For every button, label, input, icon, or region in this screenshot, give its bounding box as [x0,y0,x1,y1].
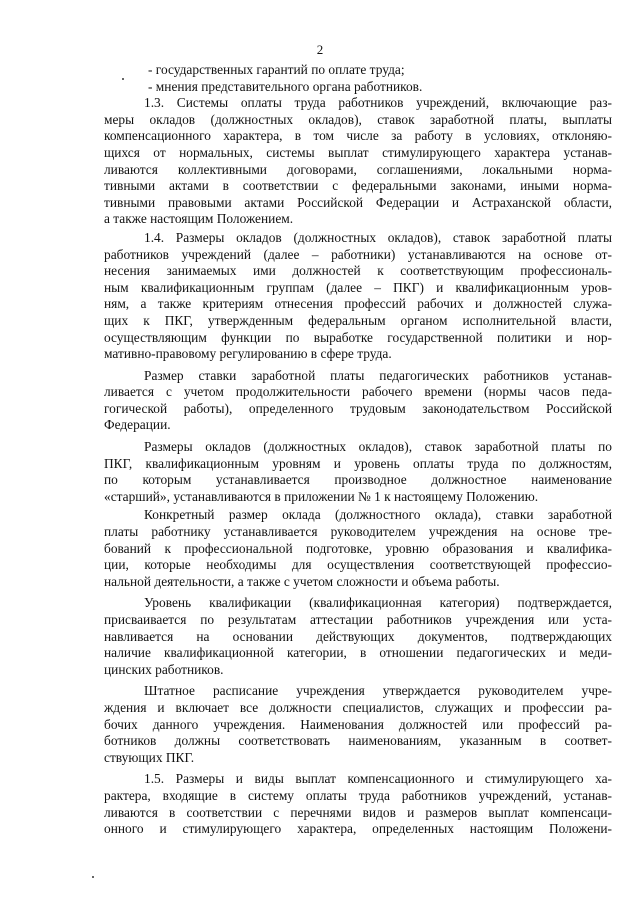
text-line: платы работнику устанавливается руководителем учреждения на основе тре- [104,524,612,540]
paragraph-first-line: Штатное расписание учреждения утверждается руководителем учре- [144,683,612,699]
text-line: присваивается по результатам аттестации работников учреждения или уста- [104,612,612,627]
scan-speck [92,876,94,878]
text-line: - мнения представительного органа работников. [148,78,423,94]
text-line: меры окладов (должностных окладов), ставок заработной платы, выплаты [104,111,612,127]
text-line: ствующих ПКГ. [104,749,195,765]
text-line: - государственных гарантий по оплате труда; [148,62,405,77]
text-line: ботников должны соответствовать наименованиям, указанным в соответ- [104,733,612,749]
text-line: ПКГ, квалификационным уровням и уровень оплаты труда по должностям, [104,455,612,471]
text-line: тивными правовыми актами Российской Федерации и Астраханской области, [104,194,612,210]
text-line: щих к ПКГ, утвержденным федеральным органом исполнительной власти, [104,312,612,328]
text-line: Федерации. [104,417,171,433]
text-line: тивными актами в соответствии с федеральными законами, иными норма- [104,178,612,194]
text-line: бований к профессиональной подготовке, уровню образования и квалифика- [104,540,612,556]
text-line: гогической работы), определенного трудовым законодательством Российской [104,400,612,416]
paragraph-first-line: Размер ставки заработной платы педагогических работников устанав- [144,367,612,383]
paragraph-first-line: Конкретный размер оклада (должностного оклада), ставки заработной [144,507,612,523]
text-line: ливаются коллективными договорами, соглашениями, локальными норма- [104,161,612,177]
text-line: ным квалификационным группам (далее – ПКГ) и квалификационным уров- [104,279,612,295]
text-line: цинских работников. [104,661,224,677]
paragraph-1-3-first-line: 1.3. Системы оплаты труда работников учреждений, включающие раз- [144,95,612,111]
paragraph-1-4-first-line: 1.4. Размеры окладов (должностных окладов), ставок заработной платы [144,229,612,245]
text-line: по которым устанавливается производное должностное наименование [104,472,612,488]
text-line: ливаются в соответствии с перечнями видов и размеров выплат компенсаци- [104,804,612,820]
text-line: ливается с учетом продолжительности рабочего времени (нормы часов педа- [104,384,612,400]
text-line: рактера, входящие в систему оплаты труда работников учреждений, устанав- [104,787,612,803]
text-line: а также настоящим Положением. [104,211,294,227]
paragraph-first-line: Уровень квалификации (квалификационная категория) подтверждается, [144,595,612,611]
text-line: нальной деятельности, а также с учетом сложности и объема работы. [104,573,500,589]
text-line: ням, а также критериям отнесения профессий рабочих и должностей служа- [104,296,612,312]
text-line: навливается на основании действующих документов, подтверждающих [104,628,612,644]
paragraph-first-line: Размеры окладов (должностных окладов), ставок заработной платы по [144,439,612,455]
paragraph-1-5-first-line: 1.5. Размеры и виды выплат компенсационного и стимулирующего ха- [144,771,612,787]
text-line: наличие квалификационной категории, в отношении педагогических и меди- [104,645,612,661]
text-line: несения занимаемых ими должностей к соответствующим профессиональ- [104,263,612,279]
text-line: работников учреждений (далее – работники) устанавливаются на основе от- [104,246,612,262]
page-number: 2 [316,42,324,57]
document-body [104,62,612,838]
text-line: мативно-правовому регулированию в сфере труда. [104,346,392,362]
scan-speck [122,78,124,80]
text-line: бочих данного учреждения. Наименования должностей или профессий ра- [104,716,612,732]
text-line: ждения и включает все должности специалистов, служащих и профессии ра- [104,699,612,715]
text-line: осуществляющим функции по выработке государственной политики и нор- [104,329,612,345]
text-line: компенсационного характера, в том числе за работу в условиях, отклоняю- [104,128,612,144]
text-line: онного и стимулирующего характера, определенных настоящим Положени- [104,821,612,837]
text-line: ции, которые необходимы для осуществления соответствующей профессио- [104,557,612,573]
text-line: щихся от нормальных, системы выплат стимулирующего характера устанав- [104,144,612,160]
text-line: «старший», устанавливаются в приложении № 1 к настоящему Положению. [104,488,539,504]
